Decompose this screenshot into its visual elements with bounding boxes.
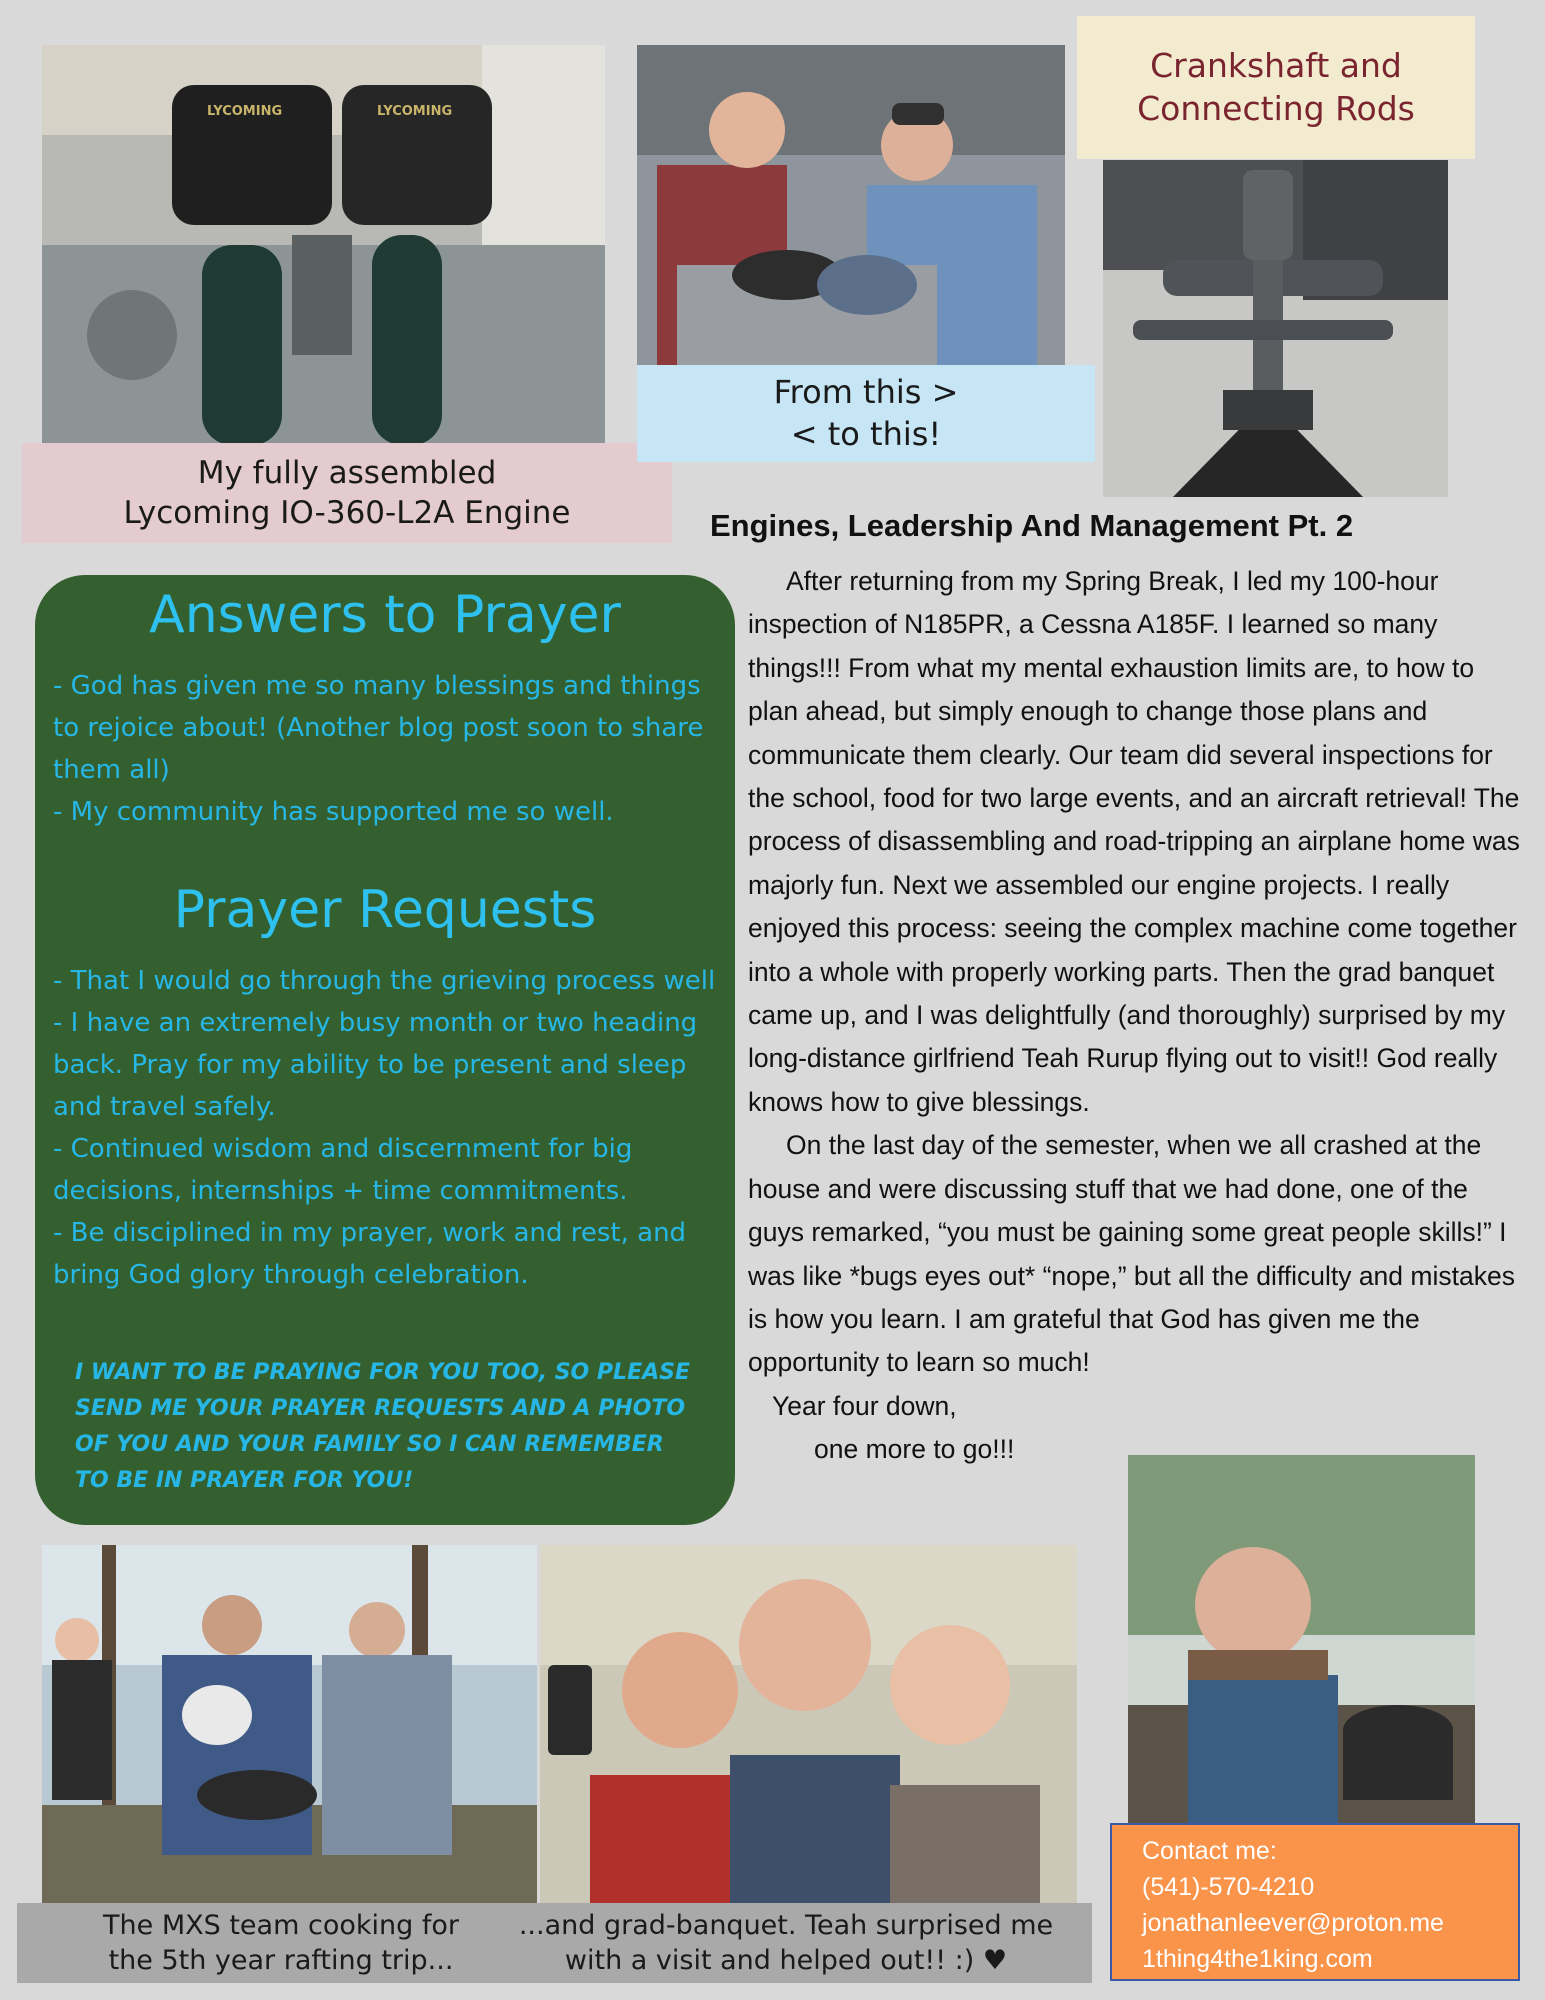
contact-heading: Contact me: <box>1142 1837 1277 1865</box>
article-paragraph: On the last day of the semester, when we all crashed at the house and were discussing stuff that we had done, one of the guys remarked, “you must be gaining some great people skills!” I was like *bugs eyes out* “nope,” but all the difficulty and mistakes is how you learn. I am grateful that God has given me the opportunity to learn so much! <box>748 1130 1515 1378</box>
article-paragraph: After returning from my Spring Break, I led my 100-hour inspection of N185PR, a Cessna A185F. I learned so many things!!! From what my mental exhaustion limits are, to how to plan ahead, but simply enough to change those plans and communicate them clearly. Our team did several inspections for the school, food for two large events, and an aircraft retrieval! The process of disassembling and road-tripping an airplane home was majorly fun. Next we assembled our engine projects. I really enjoyed this process: seeing the complex machine come together into a whole with properly working parts. Then the grad banquet came up, and I was delightfully (and thoroughly) surprised by my long-distance girlfriend Teah Rurup flying out to visit!! God really knows how to give blessings. <box>748 566 1520 1117</box>
engine-caption: My fully assembled Lycoming IO-360-L2A Engine <box>22 443 672 543</box>
crankshaft-photo <box>1103 160 1448 497</box>
article-title: Engines, Leadership And Management Pt. 2 <box>710 508 1354 543</box>
list-item: - God has given me so many blessings and things to rejoice about! (Another blog post soon to share them all) <box>53 671 704 785</box>
answers-title: Answers to Prayer <box>149 585 621 645</box>
mxs-team-caption: The MXS team cooking for the 5th year rafting trip... <box>17 1903 545 1983</box>
prayer-ask: I WANT TO BE PRAYING FOR YOU TOO, SO PLEASE SEND ME YOUR PRAYER REQUESTS AND A PHOTO OF YOU AND YOUR FAMILY SO I CAN REMEMBER TO BE IN PRAYER FOR YOU! <box>75 1360 690 1493</box>
list-item: - Be disciplined in my prayer, work and rest, and bring God glory through celebration. <box>53 1218 687 1290</box>
article-body <box>748 560 1528 1472</box>
cylinder-photo <box>637 45 1065 365</box>
engine-brand-text: LYCOMING <box>207 104 283 119</box>
signoff-line: one more to go!!! <box>814 1434 1015 1465</box>
portrait-photo <box>1128 1455 1475 1825</box>
list-item: - That I would go through the grieving process well <box>53 966 716 996</box>
contact-email[interactable]: jonathanleever@proton.me <box>1142 1909 1444 1937</box>
list-item: - My community has supported me so well. <box>53 797 614 827</box>
contact-box <box>1110 1823 1520 1981</box>
contact-phone[interactable]: (541)-570-4210 <box>1142 1873 1315 1901</box>
contact-website[interactable]: 1thing4the1king.com <box>1142 1945 1373 1973</box>
answers-list <box>53 665 713 833</box>
requests-list <box>53 960 723 1296</box>
banquet-caption: ...and grad-banquet. Teah surprised me with a visit and helped out!! :) ♥ <box>480 1903 1092 1983</box>
banquet-selfie-photo <box>540 1545 1077 1903</box>
list-item: - I have an extremely busy month or two heading back. Pray for my ability to be present and sleep and travel safely. <box>53 1008 698 1122</box>
crankshaft-caption: Crankshaft and Connecting Rods <box>1077 16 1475 159</box>
engine-brand-text: LYCOMING <box>377 104 453 119</box>
cooking-photo <box>42 1545 537 1903</box>
prayer-panel <box>35 575 735 1525</box>
engine-photo <box>42 45 605 445</box>
signoff-line: Year four down, <box>772 1390 957 1421</box>
requests-title: Prayer Requests <box>173 880 597 940</box>
from-this-caption: From this > < to this! <box>637 365 1095 462</box>
list-item: - Continued wisdom and discernment for big decisions, internships + time commitments. <box>53 1134 633 1206</box>
